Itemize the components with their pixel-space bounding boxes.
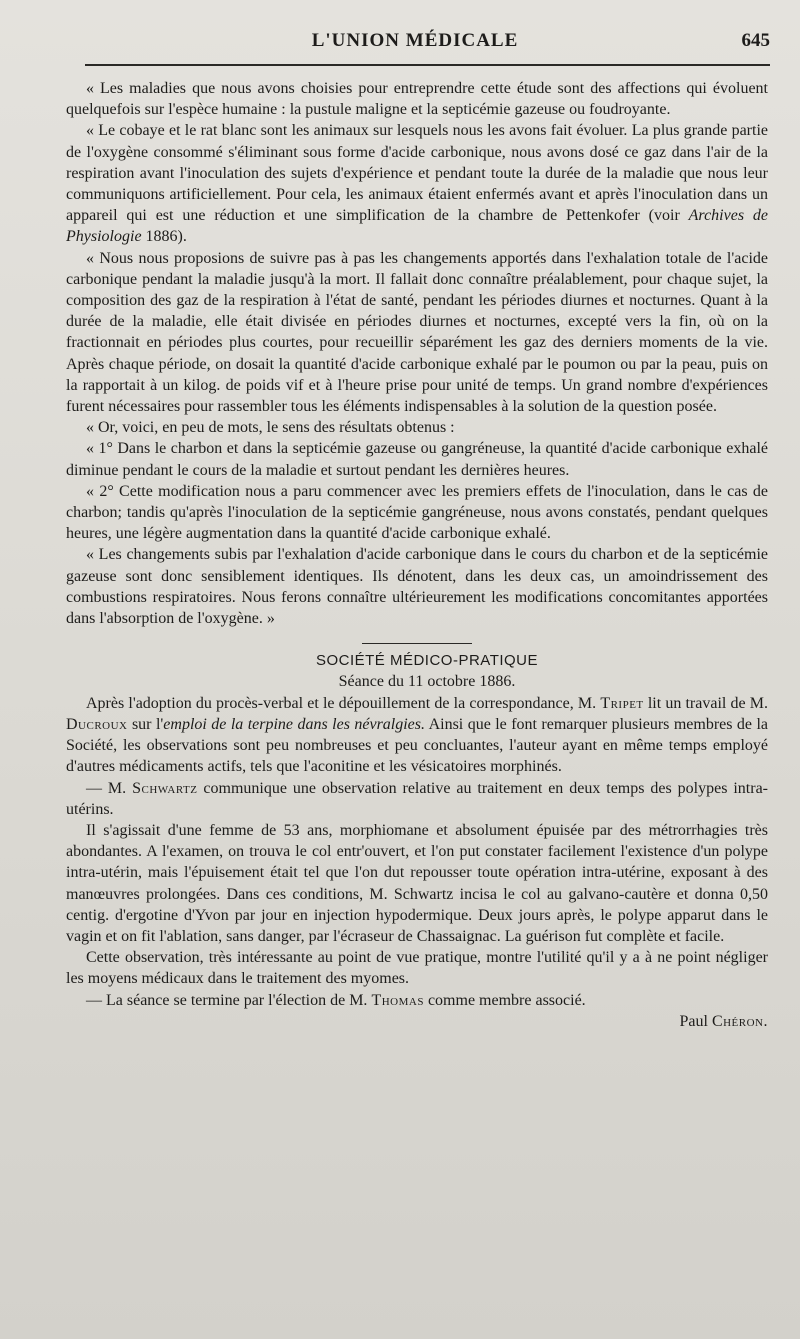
signature-last-name: Chéron. [711,1012,768,1030]
paragraph-protocol: « Nous nous proposions de suivre pas à pas les changements apportés dans l'exhalation totale de l'acide carbonique pendant la maladie jusqu'à la mort. Il fallait donc connaître préalablement, pour chaque sujet, la composition des gaz de la respiration à l'état de santé, pendant les périodes diurnes et nocturnes. Quant à la durée de la maladie, elle était divisée en périodes diurnes et nocturnes, excepté vers la fin, où on la fractionnait en périodes plus courtes, pour recueillir séparément les gaz des derniers moments de la vie. Après chaque période, on dosait la quantité d'acide carbonique exhalé par le poumon ou par la peau, puis on la rapportait à un kilog. de poids vif et à l'heure prise pour unité de temps. Un grand nombre d'expériences furent nécessaires pour rassembler tous les éléments indispensables à la solution de la question posée. [66,249,768,416]
paragraph-result-1: « 1° Dans le charbon et dans la septicémie gazeuse ou gangréneuse, la quantité d'acide carbonique exhalé diminue pendant le cours de la maladie et surtout pendant les dernières heures. [66,440,768,479]
paragraph-results-intro: « Or, voici, en peu de mots, le sens des résultats obtenus : [86,419,455,437]
section-title: SOCIÉTÉ MÉDICO-PRATIQUE [315,652,539,670]
paragraph-method [66,120,768,247]
journal-reference: Archives de Physiologie [66,207,769,246]
author-signature [66,1011,768,1032]
paragraph-diseases: « Les maladies que nous avons choisies pour entreprendre cette étude sont des affections qui évoluent quelquefois sur l'espèce humaine : la pustule maligne et la septicémie gazeuse ou foudroyante. [66,80,768,119]
minutes-paragraph-terpine [66,693,768,778]
section-divider [362,643,472,644]
minutes-text: — La séance se termine par l'élection de M. [86,991,372,1009]
minutes-text: Ainsi que le font remarquer plusieurs membres de la Société, les observations sont peu nombreuses et peu concluantes, l'auteur ayant en même temps employé d'autres médicaments actifs, tels que l'aconitine et les vésicatoires morphinés. [66,715,769,776]
paragraph-method-text: « Le cobaye et le rat blanc sont les animaux sur lesquels nous les avons fait évoluer. La plus grande partie de l'oxygène consommé s'éliminant sous forme d'acide carbonique, nous avons dosé ce gaz dans l'air de la respiration avant l'inoculation des sujets d'expérience et pendant toute la durée de la maladie que nous leur communiquons artificiellement. Pour cela, les animaux étaient enfermés avant et après l'inoculation dans un appareil qui est une réduction et une simplification de la chambre de Pettenkofer (voir [66,122,768,225]
minutes-text: communique une observation relative au traitement en deux temps des polypes intra-utérins. [66,779,769,818]
minutes-paragraph-remark: Cette observation, très intéressante au point de vue pratique, montre l'utilité qu'il y a à ne point négliger les moyens médicaux dans le traitement des myomes. [66,949,768,988]
paragraph-method-end: 1886). [141,228,187,246]
minutes-paragraph-case: Il s'agissait d'une femme de 53 ans, morphiomane et absolument épuisée par des métrorrhagies très abondantes. A l'examen, on trouva le col entr'ouvert, et l'on put constater facilement l'existence d'un polype intra-utérin, mais l'épuisement était tel que l'on dut repousser toute opération intra-utérine, exposant à des manœuvres prolongées. Dans ces conditions, M. Schwartz incisa le col au galvano-cautère et donna 0,50 centig. d'ergotine d'Yvon par jour en injection hypodermique. Deux jours après, le polype apparut dans le vagin et on fit l'ablation, sans danger, par l'écraseur de Chassaignac. La guérison fut complète et facile. [66,821,768,945]
running-header [60,30,770,64]
header-rule [85,64,770,66]
minutes-text: Après l'adoption du procès-verbal et le dépouillement de la correspondance, M. [86,694,601,712]
person-name: Schwartz [132,779,198,797]
person-name: Tripet [600,694,644,712]
work-title: emploi de la terpine dans les névralgies. [163,715,426,733]
minutes-paragraph-schwartz [66,778,768,820]
minutes-text: sur l' [127,715,164,733]
signature-first-name: Paul [679,1012,712,1030]
minutes-paragraph-closing [66,990,768,1011]
session-date: Séance du 11 octobre 1886. [338,673,516,691]
paragraph-result-2: « 2° Cette modification nous a paru commencer avec les premiers effets de l'inoculation, dans le cas de charbon; tandis qu'après l'inoculation de la septicémie gangréneuse, nous avons constatés, pendant quelques heures, une légère augmentation dans la quantité d'acide carbonique exhalé. [66,482,768,543]
minutes-text: — M. [86,779,133,797]
article-body [66,78,768,1032]
person-name: Ducroux [66,715,128,733]
paragraph-conclusion: « Les changements subis par l'exhalation d'acide carbonique dans le cours du charbon et de la septicémie gazeuse sont donc sensiblement identiques. Ils dénotent, dans les deux cas, un amoindrissement des combustions respiratoires. Nous ferons connaître ultérieurement les modifications concomitantes apportées dans l'absorption de l'oxygène. » [66,546,768,628]
minutes-text: comme membre associé. [423,991,586,1009]
person-name: Thomas [371,991,424,1009]
minutes-text: lit un travail de M. [643,694,769,712]
journal-title: L'UNION MÉDICALE [311,30,519,51]
page-number: 645 [741,30,770,51]
